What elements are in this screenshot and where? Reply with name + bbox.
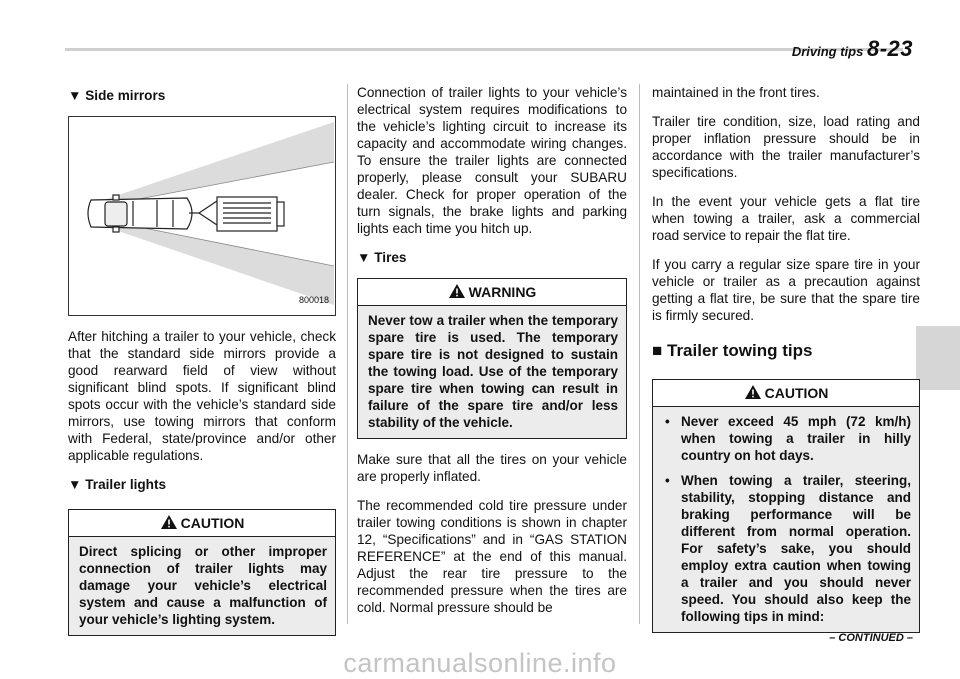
caution-list: [663, 413, 911, 625]
heading-side-mirrors: ▼ Side mirrors: [68, 88, 166, 103]
paragraph-trailer-lights-connection: Connection of trailer lights to your vehicle’s electrical system requires modifications to the vehicle’s lighting circuit to increase its capacity and accommodate wiring changes. To ensure the trailer lights are connected properly, please consult your SUBARU dealer. Check for proper operation of the turn signals, the brake lights and parking lights each time you hitch up.: [357, 85, 627, 236]
heading-tires: ▼ Tires: [357, 250, 407, 265]
column-1: [68, 84, 336, 636]
heading-trailer-towing-tips-text: Trailer towing tips: [667, 341, 813, 360]
caution-label: CAUTION: [180, 514, 245, 531]
trailer-top-view: [217, 197, 284, 231]
warning-text: Never tow a trailer when the temporary spare tire is used. The temporary spare tire is not designed to sustain the towing load. Use of the temporary spare tire when towing can result in failure of the spare tire and/or less stability of the vehicle.: [358, 306, 626, 438]
caution-header: [653, 380, 919, 407]
paragraph-flat-tire: In the event your vehicle gets a flat tire when towing a trailer, ask a commercial road service to repair the flat tire.: [652, 194, 920, 243]
header-rule: [65, 48, 903, 51]
paragraph-front-tires: maintained in the front tires.: [652, 85, 820, 100]
column-divider: [347, 84, 348, 624]
warning-triangle-icon: [448, 283, 466, 299]
mirror-view-figure: [68, 116, 336, 316]
page-number: 8-23: [866, 36, 913, 61]
continued-marker: – CONTINUED –: [829, 632, 913, 644]
warning-header: [358, 279, 626, 306]
warning-box-spare-tire: [357, 278, 627, 439]
caution-item-extra-care: • When towing a trailer, steering, stability, stopping distance and braking performance will be different from normal operation. For safety’s sake, you should employ extra caution when towing a trailer and you should never speed. You should also keep the following tips in mind:: [663, 472, 911, 625]
paragraph-inflation: Make sure that all the tires on your vehicle are properly inflated.: [357, 452, 627, 484]
mirror-view-illustration: [69, 117, 336, 315]
heading-side-mirrors-text: Side mirrors: [85, 88, 166, 103]
caution-header: [69, 510, 335, 537]
column-divider: [639, 84, 640, 624]
heading-trailer-lights: ▼ Trailer lights: [68, 477, 167, 492]
chapter-edge-tab: [916, 326, 960, 390]
warning-label: WARNING: [468, 283, 537, 300]
warning-triangle-icon: [160, 514, 178, 530]
caution-item-speed-limit: • Never exceed 45 mph (72 km/h) when towing a trailer in hilly country on hot days.: [663, 413, 911, 464]
caution-box-towing-tips: [652, 379, 920, 633]
figure-code: 800018: [298, 295, 329, 305]
paragraph-spare-tire: If you carry a regular size spare tire in your vehicle or trailer as a precaution against getting a flat tire, be sure that the spare tire is firmly secured.: [652, 257, 920, 323]
column-2: [357, 84, 627, 628]
caution-label: CAUTION: [764, 384, 829, 401]
warning-triangle-icon: [744, 384, 762, 400]
paragraph-side-mirrors: After hitching a trailer to your vehicle, check that the standard side mirrors provide a good rearward field of view without significant blind spots. If significant blind spots occur with the vehicle’s standard side mirrors, use towing mirrors that conform with Federal, state/province and/or other applicable regulations.: [68, 329, 336, 463]
caution-box-trailer-lights: [68, 509, 336, 636]
column-3: [652, 84, 920, 633]
section-title: Driving tips: [791, 44, 867, 59]
vehicle-top-view: [88, 195, 192, 232]
caution-list-container: [653, 407, 919, 632]
paragraph-cold-pressure: The recommended cold tire pressure under trailer towing conditions is shown in chapter 12, “Specifications” and in “GAS STATION REFERENCE” at the end of this manual. Adjust the rear tire pressure to the recommended pressure when the tires are cold. Normal pressure should be: [357, 498, 627, 615]
heading-trailer-towing-tips: ■ Trailer towing tips: [652, 341, 813, 360]
site-watermark: carmanualsonline.info: [343, 648, 617, 678]
caution-text: Direct splicing or other improper connection of trailer lights may damage your vehicle’s electrical system and cause a malfunction of your vehicle’s lighting system.: [69, 537, 335, 635]
heading-tires-text: Tires: [374, 250, 407, 265]
running-header: [792, 36, 913, 62]
paragraph-tire-condition: Trailer tire condition, size, load rating and proper inflation pressure should be in accordance with the trailer manufacturer’s specifications.: [652, 114, 920, 180]
heading-trailer-lights-text: Trailer lights: [85, 477, 167, 492]
